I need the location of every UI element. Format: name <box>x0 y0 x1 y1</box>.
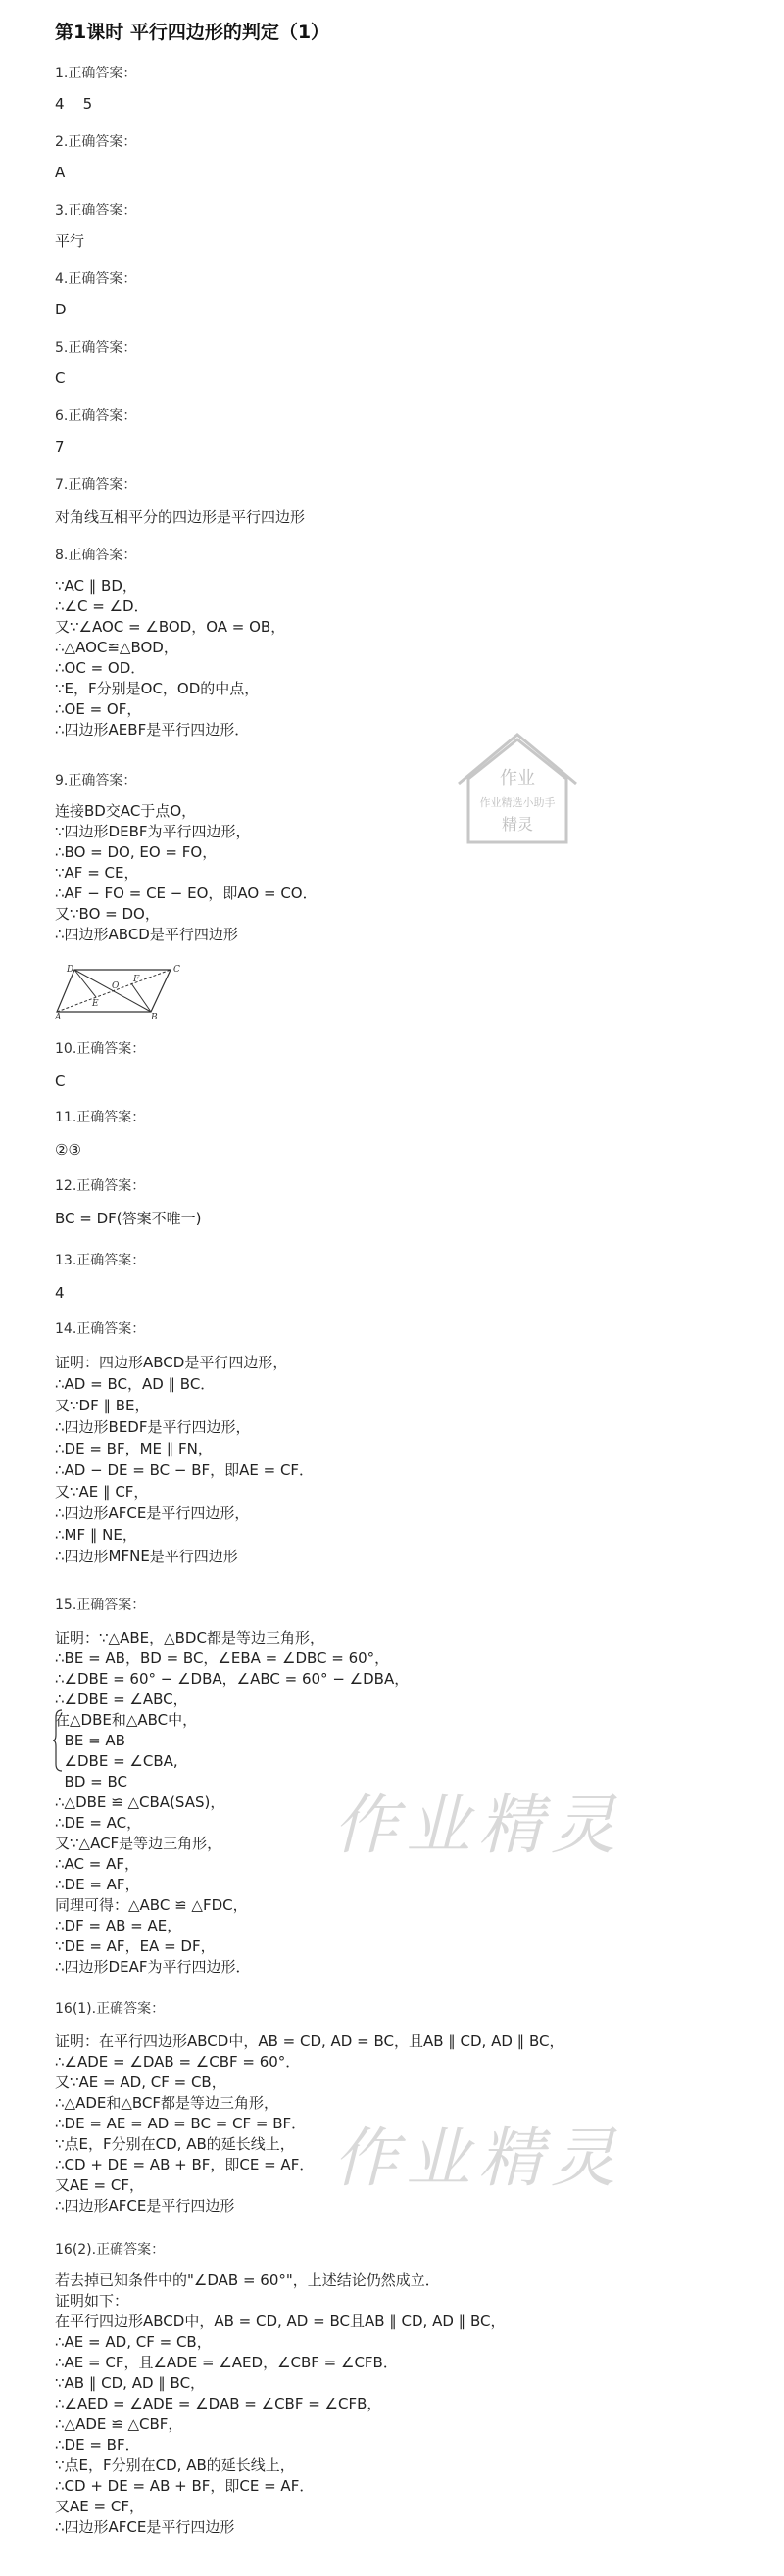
answer-line: ∴△DBE ≌ △CBA(SAS)， <box>55 1793 225 1811</box>
answer-line: ∴四边形DEAF为平行四边形． <box>55 1958 251 1976</box>
watermark-stamp-mid: 作业精选小助手 <box>479 796 556 809</box>
q14-answer <box>55 1352 314 1567</box>
watermark-text: 作业精灵 <box>333 2121 623 2196</box>
q16-1-header: 16(1).正确答案： <box>55 2001 166 2017</box>
answer-line: ∵DE = AF，EA = DF， <box>55 1937 216 1955</box>
answer-line: ∴DE = AC， <box>55 1814 142 1832</box>
q3-header: 3.正确答案： <box>55 203 137 218</box>
answer-line: ∴AF − FO = CE − EO，即AO = CO． <box>55 884 318 902</box>
label-d: D <box>67 965 74 975</box>
answer-line: ∵AC ∥ BD， <box>55 577 137 595</box>
q3-answer <box>55 231 84 251</box>
answer-line: 又∵∠AOC = ∠BOD，OA = OB， <box>55 618 286 636</box>
label-o: O <box>112 981 120 991</box>
q12-answer <box>55 1209 202 1228</box>
label-c: C <box>173 965 180 975</box>
label-a: A <box>55 1013 62 1019</box>
answer-line: 又∵DF ∥ BE， <box>55 1397 150 1414</box>
answer-line: ∴四边形MFNE是平行四边形 <box>55 1548 238 1565</box>
answer-line: C <box>55 369 66 387</box>
segment-de <box>74 970 96 997</box>
answer-line: ∵AB ∥ CD, AD ∥ BC， <box>55 2374 206 2392</box>
watermark-stamp <box>439 720 596 857</box>
answer-line: ∴AC = AF， <box>55 1855 140 1873</box>
answer-line: ∴CD + DE = AB + BF，即CE = AF． <box>55 2477 315 2495</box>
answer-line: 又AE = CF， <box>55 2498 144 2515</box>
answer-line: ∴△ADE ≌ △CBF， <box>55 2415 183 2433</box>
page-title: 第1课时 平行四边形的判定（1） <box>55 22 330 43</box>
answer-line: ∴四边形AFCE是平行四边形， <box>55 1504 250 1522</box>
q5-answer <box>55 368 65 388</box>
answer-line: ∠DBE = ∠CBA, <box>55 1752 178 1770</box>
answer-line: ∴四边形AFCE是平行四边形 <box>55 2518 235 2536</box>
answer-line: ∴MF ∥ NE， <box>55 1526 137 1544</box>
answer-line: ∵AF = CE， <box>55 864 139 882</box>
answer-line: ∴BO = DO, EO = FO， <box>55 843 218 861</box>
answer-line: ∴CD + DE = AB + BF，即CE = AF． <box>55 2156 315 2173</box>
answer-line: ∴AD − DE = BC − BF，即AE = CF． <box>55 1461 315 1479</box>
equation-brace <box>53 1709 63 1772</box>
answer-line: 又∵△ACF是等边三角形， <box>55 1835 222 1852</box>
answer-line: ∵点E，F分别在CD, AB的延长线上， <box>55 2135 295 2153</box>
answer-line: 若去掉已知条件中的"∠DAB = 60°"，上述结论仍然成立． <box>55 2271 440 2289</box>
answer-line: BD = BC <box>55 1773 127 1790</box>
q6-answer <box>55 437 65 456</box>
watermark-text: 作业精灵 <box>333 1788 623 1863</box>
answer-line: ∴DE = BF，ME ∥ FN， <box>55 1440 213 1457</box>
q7-answer <box>55 507 305 527</box>
q9-header: 9.正确答案： <box>55 773 137 788</box>
answer-line: ∵E，F分别是OC，OD的中点， <box>55 680 260 697</box>
answer-line: ∴∠AED = ∠ADE = ∠DAB = ∠CBF = ∠CFB， <box>55 2395 382 2412</box>
q13-header: 13.正确答案： <box>55 1253 146 1268</box>
q12-header: 12.正确答案： <box>55 1178 146 1194</box>
q5-header: 5.正确答案： <box>55 340 137 356</box>
answer-line: ∴∠DBE = 60° − ∠DBA，∠ABC = 60° − ∠DBA， <box>55 1670 410 1688</box>
answer-line: ∴OC = OD． <box>55 659 146 677</box>
answer-line: ∴△AOC≌△BOD， <box>55 639 178 656</box>
q4-header: 4.正确答案： <box>55 271 137 287</box>
answer-line: 7 <box>55 438 65 455</box>
answer-line: 又∵BO = DO， <box>55 905 160 923</box>
q14-header: 14.正确答案： <box>55 1321 146 1337</box>
answer-line: 证明：在平行四边形ABCD中，AB = CD, AD = BC，且AB ∥ CD, AD ∥ BC， <box>55 2032 564 2050</box>
answer-line: ∴BE = AB，BD = BC，∠EBA = ∠DBC = 60°， <box>55 1649 390 1667</box>
watermark-stamp-bottom: 精灵 <box>501 815 534 834</box>
answer-line: ∴四边形BEDF是平行四边形， <box>55 1418 251 1436</box>
q2-answer <box>55 163 65 182</box>
answer-line: ∴DE = AF， <box>55 1876 140 1893</box>
answer-line: 在△DBE和△ABC中， <box>55 1711 198 1729</box>
q10-answer <box>55 1072 65 1091</box>
answer-line: ∴△ADE和△BCF都是等边三角形， <box>55 2094 279 2112</box>
answer-line: ∴四边形ABCD是平行四边形 <box>55 926 238 943</box>
q2-header: 2.正确答案： <box>55 134 137 150</box>
q9-answer <box>55 801 318 945</box>
answer-line: BC = DF(答案不唯一) <box>55 1210 202 1227</box>
label-b: B <box>151 1013 158 1019</box>
q7-header: 7.正确答案： <box>55 477 137 493</box>
answer-line: 同理可得：△ABC ≌ △FDC， <box>55 1896 248 1914</box>
answer-line: D <box>55 301 67 318</box>
q16-2-header: 16(2).正确答案： <box>55 2242 166 2258</box>
answer-line: ∴∠ADE = ∠DAB = ∠CBF = 60°． <box>55 2053 301 2071</box>
q8-answer <box>55 576 285 740</box>
answer-line: ∴∠C = ∠D． <box>55 597 149 615</box>
answer-line: 又AE = CF， <box>55 2176 144 2194</box>
q16-2-answer <box>55 2270 505 2538</box>
answer-line: ∴DF = AB = AE， <box>55 1917 182 1934</box>
answer-line: ∴AE = AD, CF = CB， <box>55 2333 212 2351</box>
answer-line: ∴DE = BF． <box>55 2436 140 2454</box>
answer-line: 又∵AE = AD, CF = CB， <box>55 2074 226 2091</box>
answer-line: 连接BD交AC于点O， <box>55 802 197 820</box>
answer-line: 在平行四边形ABCD中，AB = CD, AD = BC且AB ∥ CD, AD ∥ BC， <box>55 2313 506 2330</box>
watermark-stamp-top: 作业 <box>500 768 535 788</box>
answer-line: ∴AE = CF，且∠ADE = ∠AED，∠CBF = ∠CFB． <box>55 2354 398 2371</box>
q13-answer <box>55 1283 65 1303</box>
q9-parallelogram-figure <box>55 965 192 1019</box>
answer-line: BE = AB <box>55 1732 125 1749</box>
answer-line: 平行 <box>55 232 85 250</box>
answer-line: ②③ <box>55 1141 81 1159</box>
answer-line: 证明：四边形ABCD是平行四边形， <box>55 1354 288 1371</box>
q11-header: 11.正确答案： <box>55 1110 146 1125</box>
answer-line: 证明：∵△ABE，△BDC都是等边三角形， <box>55 1629 324 1646</box>
answer-line: 4 <box>55 1284 65 1302</box>
answer-line: ∴DE = AE = AD = BC = CF = BF． <box>55 2115 307 2132</box>
q11-answer <box>55 1140 81 1160</box>
q1-header: 1.正确答案： <box>55 66 137 81</box>
answer-line: ∴四边形AFCE是平行四边形 <box>55 2197 235 2215</box>
answer-line: ∵四边形DEBF为平行四边形， <box>55 823 251 840</box>
answer-line: 又∵AE ∥ CF， <box>55 1483 149 1501</box>
answer-line: A <box>55 164 66 181</box>
q15-header: 15.正确答案： <box>55 1598 146 1613</box>
answer-line: C <box>55 1073 66 1090</box>
q4-answer <box>55 300 67 319</box>
answer-line: ∴OE = OF， <box>55 700 142 718</box>
label-f: F <box>133 975 140 984</box>
q8-header: 8.正确答案： <box>55 548 137 563</box>
label-e: E <box>92 999 99 1009</box>
answer-line: ∴AD = BC，AD ∥ BC． <box>55 1375 216 1393</box>
q10-header: 10.正确答案： <box>55 1041 146 1057</box>
answer-line: ∵点E，F分别在CD, AB的延长线上， <box>55 2457 295 2474</box>
answer-line: ∴∠DBE = ∠ABC， <box>55 1691 188 1708</box>
answer-line: 4 5 <box>55 95 93 113</box>
answer-line: 对角线互相平分的四边形是平行四边形 <box>55 508 306 526</box>
answer-line: 证明如下： <box>55 2292 129 2310</box>
q1-answer <box>55 94 92 114</box>
q6-header: 6.正确答案： <box>55 408 137 424</box>
answer-line: ∴四边形AEBF是平行四边形． <box>55 721 250 739</box>
segment-bf <box>131 983 151 1012</box>
